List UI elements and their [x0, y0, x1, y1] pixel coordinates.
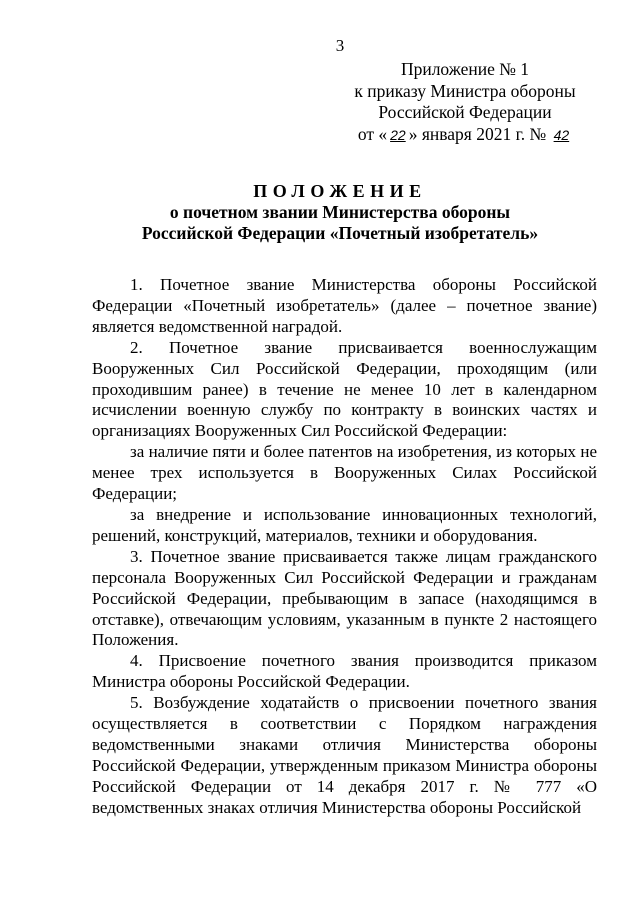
appendix-order-ref: к приказу Министра обороны — [354, 80, 576, 101]
appendix-date-line — [335, 124, 595, 147]
appendix-country: Российской Федерации — [378, 102, 552, 122]
paragraph-2-item-2: за внедрение и использование инновационных технологий, решений, конструкций, материалов, техники и оборудования. — [92, 504, 597, 545]
handwritten-order-number: 42 — [553, 126, 570, 143]
appendix-header — [335, 59, 595, 146]
title-heading: ПОЛОЖЕНИЕ — [253, 181, 427, 201]
paragraph-4: 4. Присвоение почетного звания производится приказом Министра обороны Российской Федерации. — [92, 651, 597, 692]
paragraph-3: 3. Почетное звание присваивается также лицам гражданского персонала Вооруженных Сил Российской Федерации и гражданам Российской Федерации, пребывающим в запасе (находящимся в отставке), отвечающим условиям, указанным в пункте 2 настоящего Положения. — [92, 546, 597, 650]
title-line-1: о почетном звании Министерства обороны — [169, 202, 511, 222]
paragraph-1: 1. Почетное звание Министерства обороны Российской Федерации «Почетный изобретатель» (далее – почетное звание) является ведомственной наградой. — [92, 275, 597, 336]
paragraph-2: 2. Почетное звание присваивается военнослужащим Вооруженных Сил Российской Федерации, проходящим (или проходившим ранее) в течение не менее 10 лет в календарном исчислении военную службу по контракту в воинских частях и организациях Вооруженных Сил Российской Федерации: — [92, 337, 597, 441]
date-prefix: от « — [357, 123, 388, 144]
document-title — [0, 181, 640, 244]
appendix-label: Приложение № 1 — [400, 59, 530, 79]
date-middle: » января 2021 г. № — [408, 123, 547, 144]
document-body — [92, 275, 597, 819]
handwritten-day: 22 — [390, 126, 406, 143]
paragraph-2-item-1: за наличие пяти и более патентов на изобретения, из которых не менее трех используется в Вооруженных Силах Российской Федерации; — [92, 442, 597, 504]
paragraph-5: 5. Возбуждение ходатайств о присвоении почетного звания осуществляется в соответствии с Порядком награждения ведомственными знаками отличия Министерства обороны Российской Федерации, утвержденным приказом Министра обороны Российской Федерации от 14 декабря 2017 г. № 777 «О ведомственных знаках отличия Министерства обороны Российской — [92, 693, 597, 817]
title-line-2: Российской Федерации «Почетный изобретатель» — [141, 223, 539, 243]
page-number: 3 — [335, 36, 345, 55]
